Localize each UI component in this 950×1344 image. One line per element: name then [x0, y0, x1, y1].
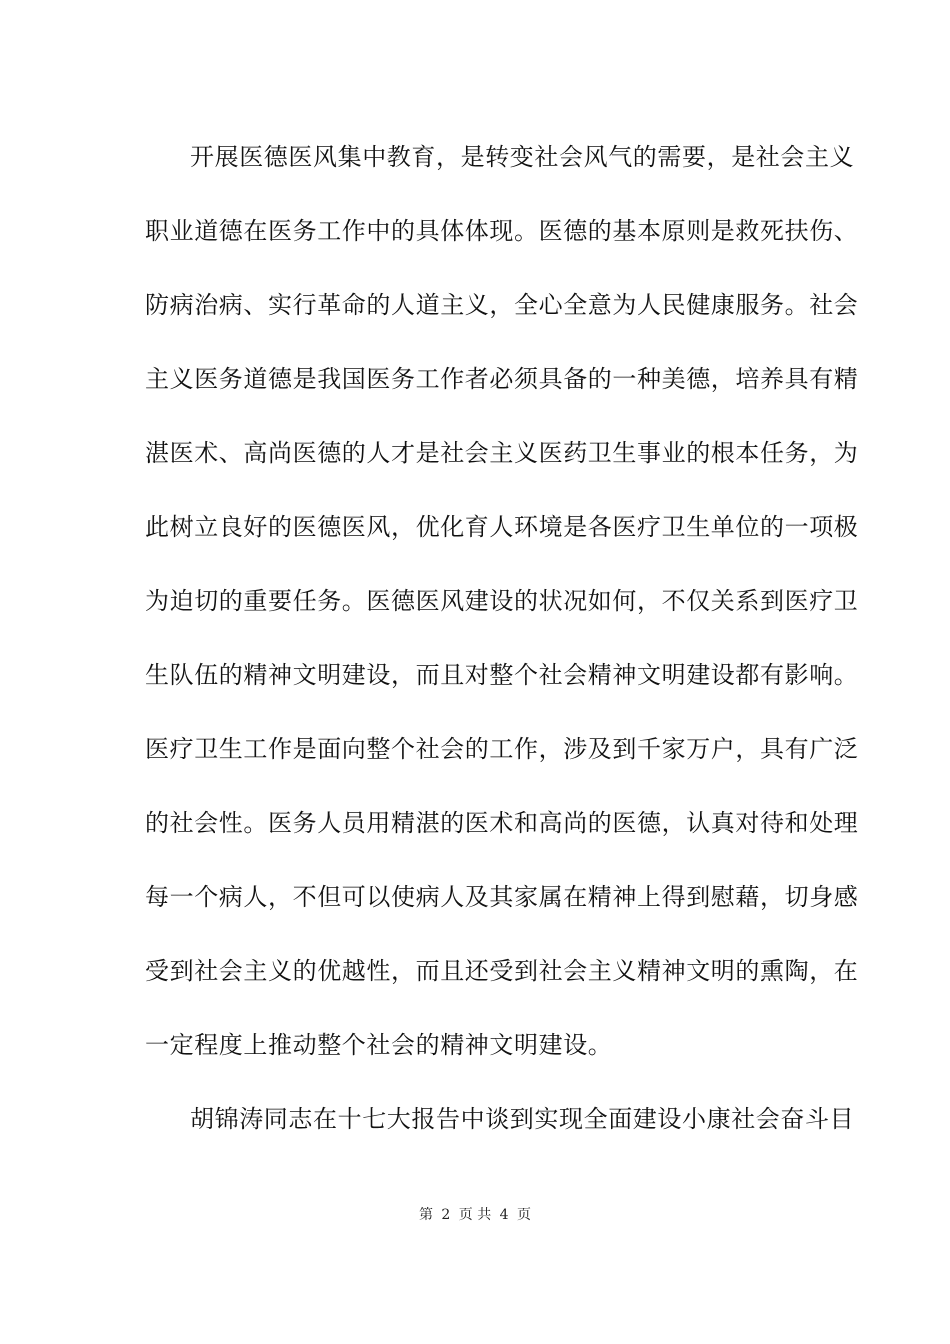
page-footer — [0, 1206, 950, 1224]
paragraph-line: 此树立良好的医德医风，优化育人环境是各医疗卫生单位的一项极 — [145, 513, 859, 541]
paragraph-line: 为迫切的重要任务。医德医风建设的状况如何，不仅关系到医疗卫 — [145, 587, 859, 615]
paragraph-line: 医疗卫生工作是面向整个社会的工作，涉及到千家万户，具有广泛 — [145, 735, 859, 763]
paragraph-line: 的社会性。医务人员用精湛的医术和高尚的医德，认真对待和处理 — [145, 809, 859, 837]
paragraph-line: 一定程度上推动整个社会的精神文明建设。 — [145, 1031, 613, 1059]
paragraph-line: 开展医德医风集中教育，是转变社会风气的需要，是社会主义 — [190, 143, 855, 171]
paragraph-line: 主义医务道德是我国医务工作者必须具备的一种美德，培养具有精 — [145, 365, 859, 393]
footer-text-end: 页 — [517, 1207, 532, 1223]
paragraph-line: 每一个病人，不但可以使病人及其家属在精神上得到慰藉，切身感 — [145, 883, 859, 911]
paragraph-line: 受到社会主义的优越性，而且还受到社会主义精神文明的熏陶，在 — [145, 957, 859, 985]
footer-text-page: 第 — [418, 1207, 433, 1223]
footer-text-of: 页 共 — [458, 1207, 492, 1223]
paragraph-line: 职业道德在医务工作中的具体体现。医德的基本原则是救死扶伤、 — [145, 217, 859, 245]
paragraph-line: 生队伍的精神文明建设，而且对整个社会精神文明建设都有影响。 — [145, 661, 859, 689]
paragraph-line: 防病治病、实行革命的人道主义，全心全意为人民健康服务。社会 — [145, 291, 859, 319]
paragraph-line: 胡锦涛同志在十七大报告中谈到实现全面建设小康社会奋斗目 — [190, 1105, 855, 1133]
footer-total-pages: 4 — [499, 1207, 509, 1223]
paragraph-line: 湛医术、高尚医德的人才是社会主义医药卫生事业的根本任务，为 — [145, 439, 859, 467]
footer-current-page: 2 — [441, 1207, 451, 1223]
